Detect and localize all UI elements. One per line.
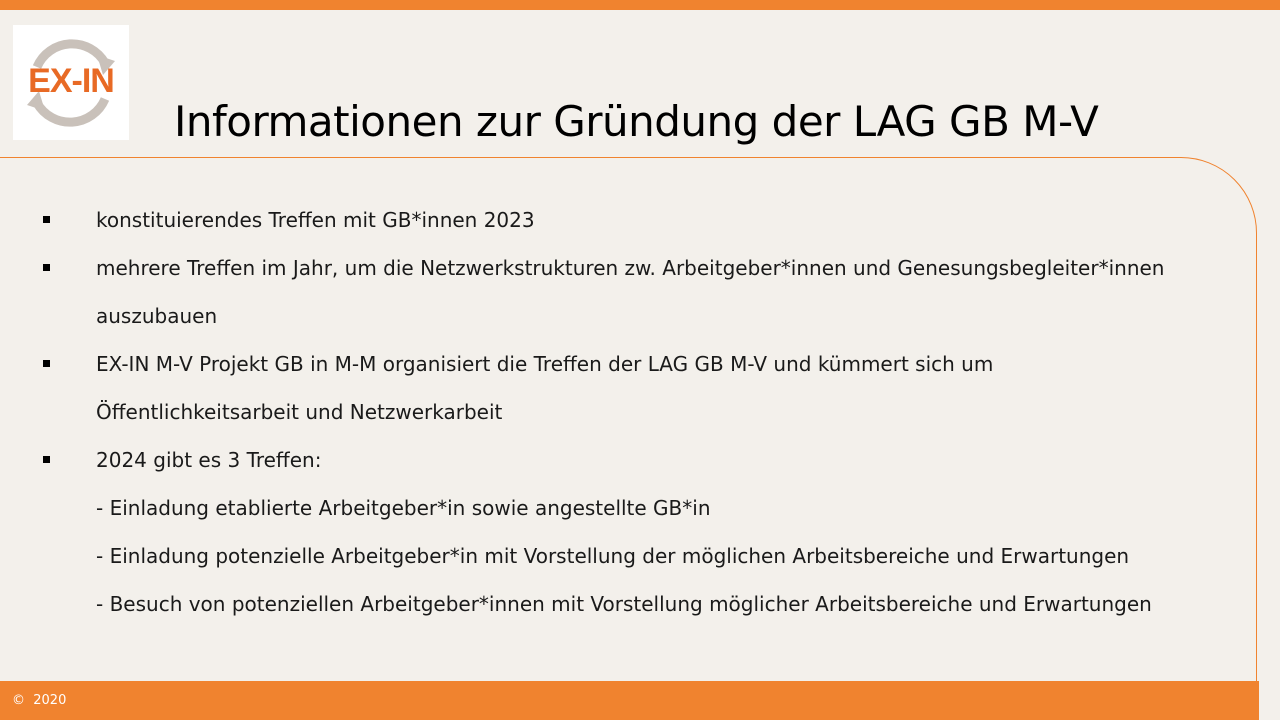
top-accent-bar (0, 0, 1280, 10)
bullet-list (0, 196, 1260, 628)
bullet-text-continuation: auszubauen (96, 304, 218, 328)
square-bullet-icon (43, 360, 50, 367)
bullet-text: EX-IN M-V Projekt GB in M-M organisiert die Treffen der LAG GB M-V und kümmert sich um (96, 352, 994, 376)
bottom-accent-bar (0, 681, 1259, 720)
sub-bullet-text: - Einladung etablierte Arbeitgeber*in sowie angestellte GB*in (96, 496, 711, 520)
square-bullet-icon (43, 264, 50, 271)
copyright-footer: © 2020 (12, 693, 67, 708)
square-bullet-icon (43, 456, 50, 463)
bullet-item (0, 196, 1260, 244)
slide-title: Informationen zur Gründung der LAG GB M-V (174, 97, 1099, 146)
sub-bullet-text: - Einladung potenzielle Arbeitgeber*in mit Vorstellung der möglichen Arbeitsbereiche und Erwartungen (96, 544, 1130, 568)
logo-text: EX-IN (28, 62, 114, 100)
bullet-text: konstituierendes Treffen mit GB*innen 2023 (96, 208, 535, 232)
bullet-item (0, 436, 1260, 628)
sub-bullet-text: - Besuch von potenziellen Arbeitgeber*innen mit Vorstellung möglicher Arbeitsbereiche und Erwartungen (96, 592, 1152, 616)
bullet-text: mehrere Treffen im Jahr, um die Netzwerkstrukturen zw. Arbeitgeber*innen und Genesungsbegleiter*innen (96, 256, 1165, 280)
bullet-item (0, 340, 1260, 436)
ex-in-logo (13, 25, 129, 140)
bullet-text: 2024 gibt es 3 Treffen: (96, 448, 322, 472)
square-bullet-icon (43, 216, 50, 223)
bullet-item (0, 244, 1260, 340)
bullet-text-continuation: Öffentlichkeitsarbeit und Netzwerkarbeit (96, 400, 503, 424)
